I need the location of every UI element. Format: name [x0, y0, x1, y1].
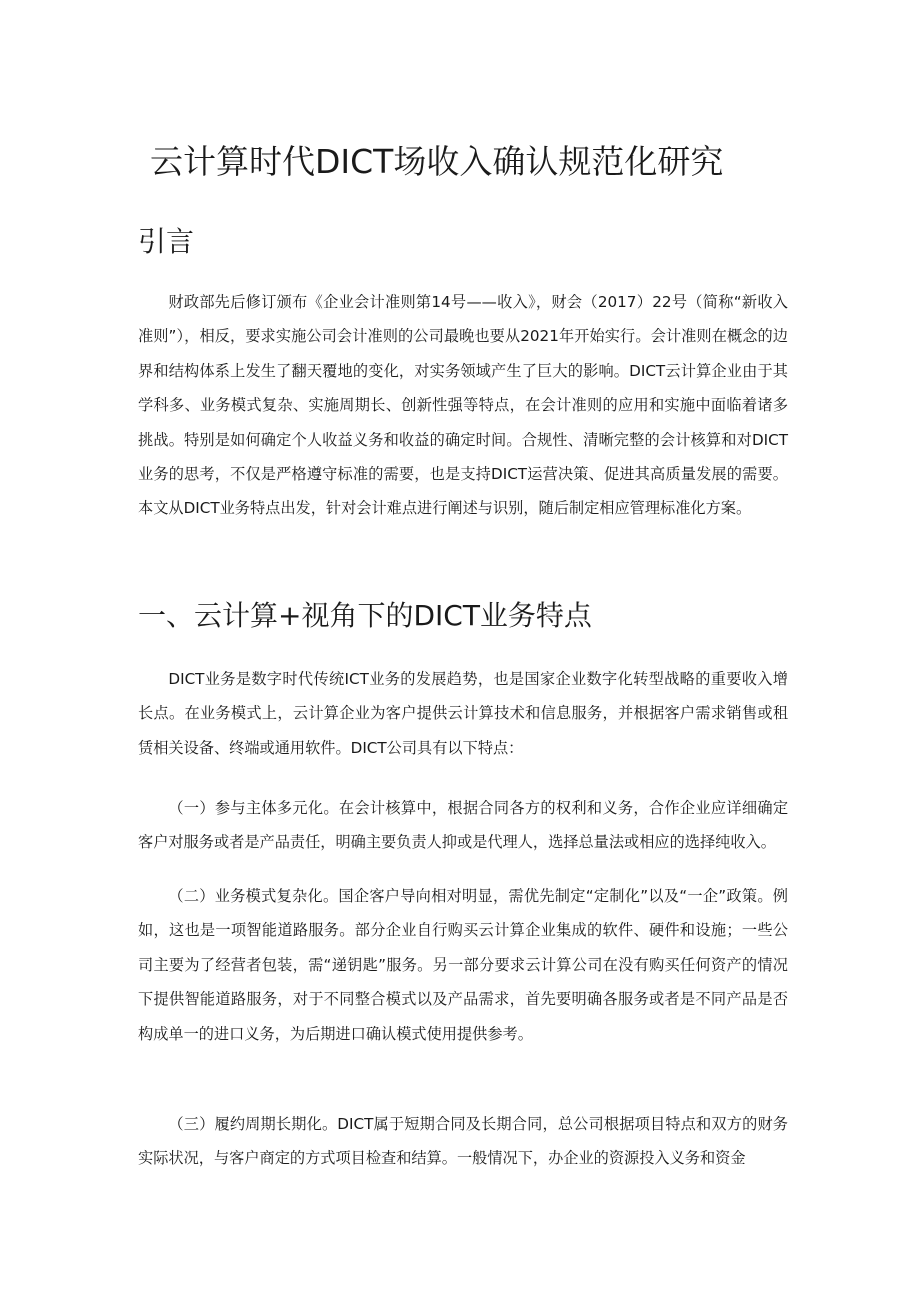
intro-heading: 引言 [138, 225, 195, 258]
intro-paragraph: 财政部先后修订颁布《企业会计准则第14号——收入》，财会（2017）22号（简称“新收入准则”），相反，要求实施公司会计准则的公司最晚也要从2021年开始实行。会计准则在概念的边界和结构体系上发生了翻天覆地的变化，对实务领域产生了巨大的影响。DICT云计算企业由于其学科多、业务模式复杂、实施周期长、创新性强等特点，在会计准则的应用和实施中面临着诸多挑战。特别是如何确定个人收益义务和收益的确定时间。合规性、清晰完整的会计核算和对DICT业务的思考，不仅是严格遵守标准的需要，也是支持DICT运营决策、促进其高质量发展的需要。本文从DICT业务特点出发，针对会计难点进行阐述与识别，随后制定相应管理标准化方案。 [138, 293, 788, 518]
section-1-paragraph: （三）履约周期长期化。DICT属于短期合同及长期合同，总公司根据项目特点和双方的财务实际状况，与客户商定的方式项目检查和结算。一般情况下，办企业的资源投入义务和资金 [138, 1115, 788, 1168]
section-1-paragraph: （二）业务模式复杂化。国企客户导向相对明显，需优先制定“定制化”以及“一企”政策。例如，这也是一项智能道路服务。部分企业自行购买云计算企业集成的软件、硬件和设施；一些公司主要为了经营者包装，需“递钥匙”服务。另一部分要求云计算公司在没有购买任何资产的情况下提供智能道路服务，对于不同整合模式以及产品需求，首先要明确各服务或者是不同产品是否构成单一的进口义务，为后期进口确认模式使用提供参考。 [138, 887, 788, 1043]
section-1-heading: 一、云计算+视角下的DICT业务特点 [138, 599, 592, 632]
section-1-paragraph: DICT业务是数字时代传统ICT业务的发展趋势，也是国家企业数字化转型战略的重要收入增长点。在业务模式上，云计算企业为客户提供云计算技术和信息服务，并根据客户需求销售或租赁相关设备、终端或通用软件。DICT公司具有以下特点： [138, 670, 788, 757]
document-title: 云计算时代DICT场收入确认规范化研究 [150, 142, 724, 181]
section-1-paragraph: （一）参与主体多元化。在会计核算中，根据合同各方的权利和义务，合作企业应详细确定客户对服务或者是产品责任，明确主要负责人抑或是代理人，选择总量法或相应的选择纯收入。 [138, 799, 788, 852]
